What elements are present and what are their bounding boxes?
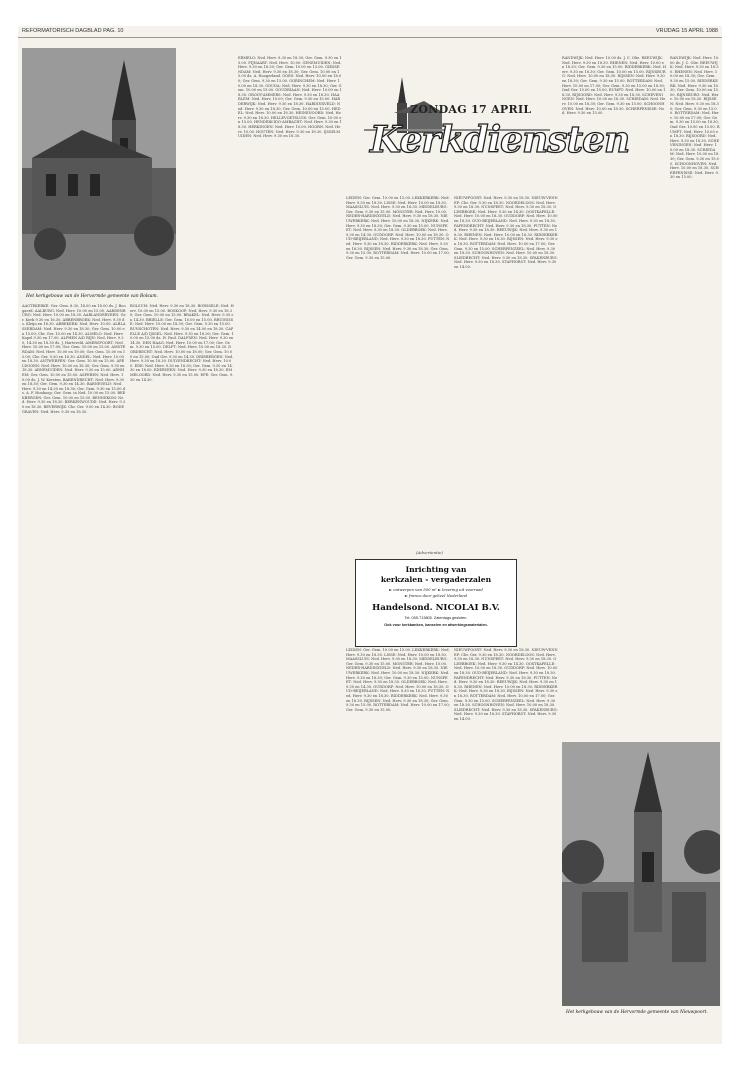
ad-headline-2: kerkzalen - vergaderzalen	[380, 575, 492, 584]
column-5b: NIEUWPOORT: Ned. Herv. 9.30 en 18.30. NIEUW-VENNEP: Chr. Ger. 9.30 en 18.30. NOORDELOOS: Ned. Herv. 9.30 en 18.30. NUNSPEET: Ned. Herv. 9.30 en 18.30. OLDEBROEK: Ned. Herv. 9.30 en 14.30. OOSTKAPELLE: Ned. Herv. 10.00 en 18.30. OUDDORP: Ned. Herv. 10.00 en 18.30. OUD-BEIJERLAND: Ned. Herv. 9.30 en 18.30. PAPENDRECHT: Ned. Herv. 9.30 en 18.30. PUTTEN: Ned. Herv. 9.30 en 18.30. REEUWIJK: Ned. Herv. 9.30 en 18.30. RHENEN: Ned. Herv. 10.00 en 18.30. RIDDERKERK: Ned. Herv. 9.30 en 18.30. RIJSSEN: Ned. Herv. 9.30 en 18.30. ROTTERDAM: Ned. Herv. 10.00 en 17.00; Ger. Gem. 9.30 en 15.00. SCHERPENZEEL: Ned. Herv. 9.30 en 18.30. SCHOONHOVEN: Ned. Herv. 10.00 en 18.30. SLIEDRECHT: Ned. Herv. 9.30 en 18.30. SPAKENBURG: Ned. Herv. 9.30 en 18.30. STAPHORST: Ned. Herv. 9.30 en 14.00.	[454, 648, 558, 721]
page-header	[18, 26, 722, 38]
ad-subline-2: ► franco door geheel Nederland	[404, 593, 468, 598]
ad-phone: Tel. 055-713805. Zaterdags gesloten.	[404, 616, 468, 620]
ad-subline-1: ► ontwerpen van 500 m² ► levering uit voorraad	[389, 587, 483, 592]
column-4: LEIDEN: Ger. Gem. 10.00 en 15.00. LEKKERKERK: Ned. Herv. 9.30 en 18.30. LISSE: Ned. Herv. 10.00 en 18.30. MAASSLUIS: Ned. Herv. 9.30 en 18.30. MIDDELBURG: Ger. Gem. 9.30 en 15.00. MONSTER: Ned. Herv. 10.00. NEDER-HARDINXVELD: Ned. Herv. 9.30 en 18.30. NIEUWERKERK: Ned. Herv. 10.00 en 18.30. NIJKERK: Ned. Herv. 9.30 en 18.30; Ger. Gem. 9.30 en 15.00. NUNSPEET: Ned. Herv. 9.30 en 18.30. OLDEBROEK: Ned. Herv. 9.30 en 14.30. OUDDORP: Ned. Herv. 10.00 en 18.30. OUD-BEIJERLAND: Ned. Herv. 9.30 en 18.30. PUTTEN: Ned. Herv. 9.30 en 18.30. RIDDERKERK: Ned. Herv. 9.30 en 18.30. RIJSSEN: Ned. Herv. 9.30 en 18.30; Ger. Gem. 9.30 en 15.00. ROTTERDAM: Ned. Herv. 10.00 en 17.00; Ger. Gem. 9.30 en 15.00.	[346, 196, 450, 260]
column-1: AAGTEKERKE: Ger. Gem. 8.30, 14.00 en 18.00 ds. J. Boogaerd. AALBURG: Ned. Herv. 10.00 en 15.00. AARDENBURG: Ned. Herv. 10.00 en 18.30. AARLANDERVEEN: Ger. Kerk 9.30 en 16.30. ABBENBROEK: Ned. Herv. 9.30 ds. Kleijn en 18.30. ABBEKERK: Ned. Herv. 10.00. ALBLASSERDAM: Ned. Herv. 9.30 en 18.30; Ger. Gem. 10.00 en 15.00; Chr. Ger. 10.00 en 14.30. ALMELO: Ned. Herv. Kapel 9.30 en 17.00. ALPHEN A/D RIJN: Ned. Herv. 9.30, 14.30 en 18.30 ds. J. Harteveld. AMERSFOORT: Ned. Herv. 10.00 en 17.00; Ger. Gem. 10.00 en 15.00. AMSTERDAM: Ned. Herv. 10.00 en 19.00; Ger. Gem. 10.00 en 15.00; Chr. Ger. 9.30 en 16.30. ANDEL: Ned. Herv. 10.00 en 18.30. ANTWERPEN: Ger. Gem. 10.00 en 15.00. APELDOORN: Ned. Herv. 10.00 en 18.30; Ger. Gem. 9.30 en 18.30. ARNEMUIDEN: Ned. Herv. 9.30 en 15.00. ARNHEM: Ger. Gem. 10.00 en 15.00. ASPEREN: Ned. Herv. 10.00 ds. J. W. Kersten. BARENDRECHT: Ned. Herv. 9.30 en 18.30; Ger. Gem. 9.30 en 14.30. BARNEVELD: Ned. Herv. 9.30 en 14.30 en 18.30; Ger. Gem. 9.30 en 15.00 ds. A. F. Honkoop; Ger. Gem. in Ned. 10.00 en 15.00. BEEKBERGEN: Ger. Gem. 10.00 en 15.00. BENNEKOM: Ned. Herv. 9.30 en 18.30. BERKENWOUDE: Ned. Herv. 9.30 en 18.30. BEVERWIJK: Chr. Ger. 9.00 en 14.30. BODEGRAVEN: Ned. Herv. 9.30 en 18.30.	[22, 304, 126, 414]
kerkdiensten-title-block	[364, 73, 630, 190]
right-photo-caption: Het kerkgebouw van de Hervormde gemeente van Nieuwpoort.	[566, 1010, 708, 1015]
ad-footer: Ook voor kerkbanken, kanselen en afwerkingsmaterialen.	[384, 623, 488, 627]
church-photo-nieuwpoort-graphic	[562, 742, 720, 1006]
title-main: Kerkdiensten	[370, 119, 630, 161]
column-5: NIEUWPOORT: Ned. Herv. 9.30 en 18.30. NIEUW-VENNEP: Chr. Ger. 9.30 en 18.30. NOORDELOOS: Ned. Herv. 9.30 en 18.30. NUNSPEET: Ned. Herv. 9.30 en 18.30. OLDEBROEK: Ned. Herv. 9.30 en 14.30. OOSTKAPELLE: Ned. Herv. 10.00 en 18.30. OUDDORP: Ned. Herv. 10.00 en 18.30. OUD-BEIJERLAND: Ned. Herv. 9.30 en 18.30. PAPENDRECHT: Ned. Herv. 9.30 en 18.30. PUTTEN: Ned. Herv. 9.30 en 18.30. REEUWIJK: Ned. Herv. 9.30 en 18.30. RHENEN: Ned. Herv. 10.00 en 18.30. RIDDERKERK: Ned. Herv. 9.30 en 18.30. RIJSSEN: Ned. Herv. 9.30 en 18.30. ROTTERDAM: Ned. Herv. 10.00 en 17.00; Ger. Gem. 9.30 en 15.00. SCHERPENZEEL: Ned. Herv. 9.30 en 18.30. SCHOONHOVEN: Ned. Herv. 10.00 en 18.30. SLIEDRECHT: Ned. Herv. 9.30 en 18.30. SPAKENBURG: Ned. Herv. 9.30 en 18.30. STAPHORST: Ned. Herv. 9.30 en 14.00.	[454, 196, 558, 269]
column-4b: LEIDEN: Ger. Gem. 10.00 en 15.00. LEKKERKERK: Ned. Herv. 9.30 en 18.30. LISSE: Ned. Herv. 10.00 en 18.30. MAASSLUIS: Ned. Herv. 9.30 en 18.30. MIDDELBURG: Ger. Gem. 9.30 en 15.00. MONSTER: Ned. Herv. 10.00. NEDER-HARDINXVELD: Ned. Herv. 9.30 en 18.30. NIEUWERKERK: Ned. Herv. 10.00 en 18.30. NIJKERK: Ned. Herv. 9.30 en 18.30; Ger. Gem. 9.30 en 15.00. NUNSPEET: Ned. Herv. 9.30 en 18.30. OLDEBROEK: Ned. Herv. 9.30 en 14.30. OUDDORP: Ned. Herv. 10.00 en 18.30. OUD-BEIJERLAND: Ned. Herv. 9.30 en 18.30. PUTTEN: Ned. Herv. 9.30 en 18.30. RIDDERKERK: Ned. Herv. 9.30 en 18.30. RIJSSEN: Ned. Herv. 9.30 en 18.30; Ger. Gem. 9.30 en 15.00. ROTTERDAM: Ned. Herv. 10.00 en 17.00; Ger. Gem. 9.30 en 15.00.	[346, 648, 450, 712]
header-left: REFORMATORISCH DAGBLAD PAG. 10	[22, 28, 124, 34]
church-photo-nieuwpoort	[562, 742, 720, 1006]
newspaper-page	[18, 26, 722, 1044]
ad-company: Handelsond. NICOLAI B.V.	[372, 603, 500, 613]
column-2: BOLSUM: Ned. Herv. 9.30 en 18.30. BORSSELE: Ned. Herv. 10.00 en 15.00. BOSKOOP: Ned. Herv. 9.30 en 18.30; Ger. Gem. 10.00 en 15.00. BRAKEL: Ned. Herv. 9.30 en 14.30. BRIELLE: Ger. Gem. 10.00 en 15.00. BRUINISSE: Ned. Herv. 10.00 en 18.30; Ger. Gem. 9.30 en 15.00. BUNSCHOTEN: Ned. Herv. 9.30 en 14.00 en 18.30. CAPELLE A/D IJSSEL: Ned. Herv. 9.30 en 18.30; Ger. Gem. 10.00 en 15.00 ds. H. Paul. DALFSEN: Ned. Herv. 9.30 en 14.30. DEN HAAG: Ned. Herv. 10.00 en 17.00; Ger. Gem. 9.30 en 15.00. DELFT: Ned. Herv. 10.00 en 18.30. DORDRECHT: Ned. Herv. 10.00 en 18.00; Ger. Gem. 10.00 en 15.00; Oud Ger. 9.30 en 14.30. DRIEBERGEN: Ned. Herv. 9.30 en 18.30. DUIVENDRECHT: Ned. Herv. 10.00. EDE: Ned. Herv. 9.30 en 18.30; Ger. Gem. 9.30 en 14.30 en 18.00. EDERVEEN: Ned. Herv. 9.30 en 18.30. EMMELOORD: Ned. Herv. 9.30 en 15.00. EPE: Ger. Gem. 9.30 en 14.30.	[130, 304, 234, 382]
column-7: RANDWIJK: Ned. Herv. 10.00 ds. J. C. Olie. REEUWIJK: Ned. Herv. 9.30 en 18.30. RHENEN: Ned. Herv. 10.00 en 18.30; Ger. Gem. 9.30 en 15.00. RIDDERKERK: Ned. Herv. 9.30 en 18.30; Ger. Gem. 10.00 en 15.00. RIJNSBURG: Ned. Herv. 10.00 en 18.30. RIJSSEN: Ned. Herv. 9.30 en 18.30; Ger. Gem. 9.30 en 15.00. ROTTERDAM: Ned. Herv. 10.00 en 17.00; Ger. Gem. 9.30 en 15.00 en 18.30; Oud Ger. 10.00 en 15.00. RUMPT: Ned. Herv. 10.00 en 18.30. RIJSOORD: Ned. Herv. 9.30 en 18.30. SCHEVENINGEN: Ned. Herv. 10.00 en 18.30. SCHIEDAM: Ned. Herv. 10.00 en 18.30; Ger. Gem. 9.30 en 15.00. SCHOONHOVEN: Ned. Herv. 10.00 en 18.30. SCHERPENISSE: Ned. Herv. 9.30 en 15.00.	[670, 56, 720, 180]
advertisement-nicolai	[355, 559, 517, 647]
column-3: ERMELO: Ned. Herv. 9.30 en 18.30; Ger. Gem. 9.30 en 15.00. FIJNAART: Ned. Herv. 10.00. GENEMUIDEN: Ned. Herv. 9.30 en 18.30; Ger. Gem. 10.00 en 15.00. GIESSENDAM: Ned. Herv. 9.30 en 18.30; Ger. Gem. 10.00 en 15.00 ds. A. Hoogerland. GOES: Ned. Herv. 10.00 en 18.00; Ger. Gem. 9.30 en 15.00. GORINCHEM: Ned. Herv. 10.00 en 18.30. GOUDA: Ned. Herv. 9.30 en 18.30; Ger. Gem. 10.00 en 15.00. GOUDRIAAN: Ned. Herv. 10.00 en 18.30. GROOT-AMMERS: Ned. Herv. 9.30 en 18.30. HAARLEM: Ned. Herv. 10.00; Ger. Gem. 9.30 en 15.00. HARDERWIJK: Ned. Herv. 9.30 en 18.30. HARDINXVELD: Ned. Herv. 9.30 en 18.30; Ger. Gem. 10.00 en 15.00. HEDEL: Ned. Herv. 10.00 en 18.30. HEINENOORD: Ned. Herv. 9.30 en 18.30. HELLEVOETSLUIS: Ger. Gem. 10.00 en 15.00. HENDRIK-IDO-AMBACHT: Ned. Herv. 9.30 en 18.30. HERKINGEN: Ned. Herv. 10.00. HOORN: Ned. Herv. 10.00. HOUTEN: Ned. Herv. 9.30 en 18.30. IJSSELMUIDEN: Ned. Herv. 9.30 en 18.30.	[238, 56, 342, 139]
church-photo-bolsum	[22, 48, 176, 290]
ad-headline-1: Inrichting van	[405, 565, 467, 574]
header-right: VRIJDAG 15 APRIL 1988	[655, 28, 718, 34]
column-6: RANDWIJK: Ned. Herv. 10.00 ds. J. C. Olie. REEUWIJK: Ned. Herv. 9.30 en 18.30. RHENEN: Ned. Herv. 10.00 en 18.30; Ger. Gem. 9.30 en 15.00. RIDDERKERK: Ned. Herv. 9.30 en 18.30; Ger. Gem. 10.00 en 15.00. RIJNSBURG: Ned. Herv. 10.00 en 18.30. RIJSSEN: Ned. Herv. 9.30 en 18.30; Ger. Gem. 9.30 en 15.00. ROTTERDAM: Ned. Herv. 10.00 en 17.00; Ger. Gem. 9.30 en 15.00 en 18.30; Oud Ger. 10.00 en 15.00. RUMPT: Ned. Herv. 10.00 en 18.30. RIJSOORD: Ned. Herv. 9.30 en 18.30. SCHEVENINGEN: Ned. Herv. 10.00 en 18.30. SCHIEDAM: Ned. Herv. 10.00 en 18.30; Ger. Gem. 9.30 en 15.00. SCHOONHOVEN: Ned. Herv. 10.00 en 18.30. SCHERPENISSE: Ned. Herv. 9.30 en 15.00.	[562, 56, 666, 116]
left-photo-caption: Het kerkgebouw van de Hervormde gemeente van Bolsum.	[26, 294, 158, 299]
church-photo-bolsum-graphic	[22, 48, 176, 290]
title-day: ZONDAG 17 APRIL	[410, 103, 532, 116]
ad-label: (Advertentie)	[416, 550, 443, 555]
